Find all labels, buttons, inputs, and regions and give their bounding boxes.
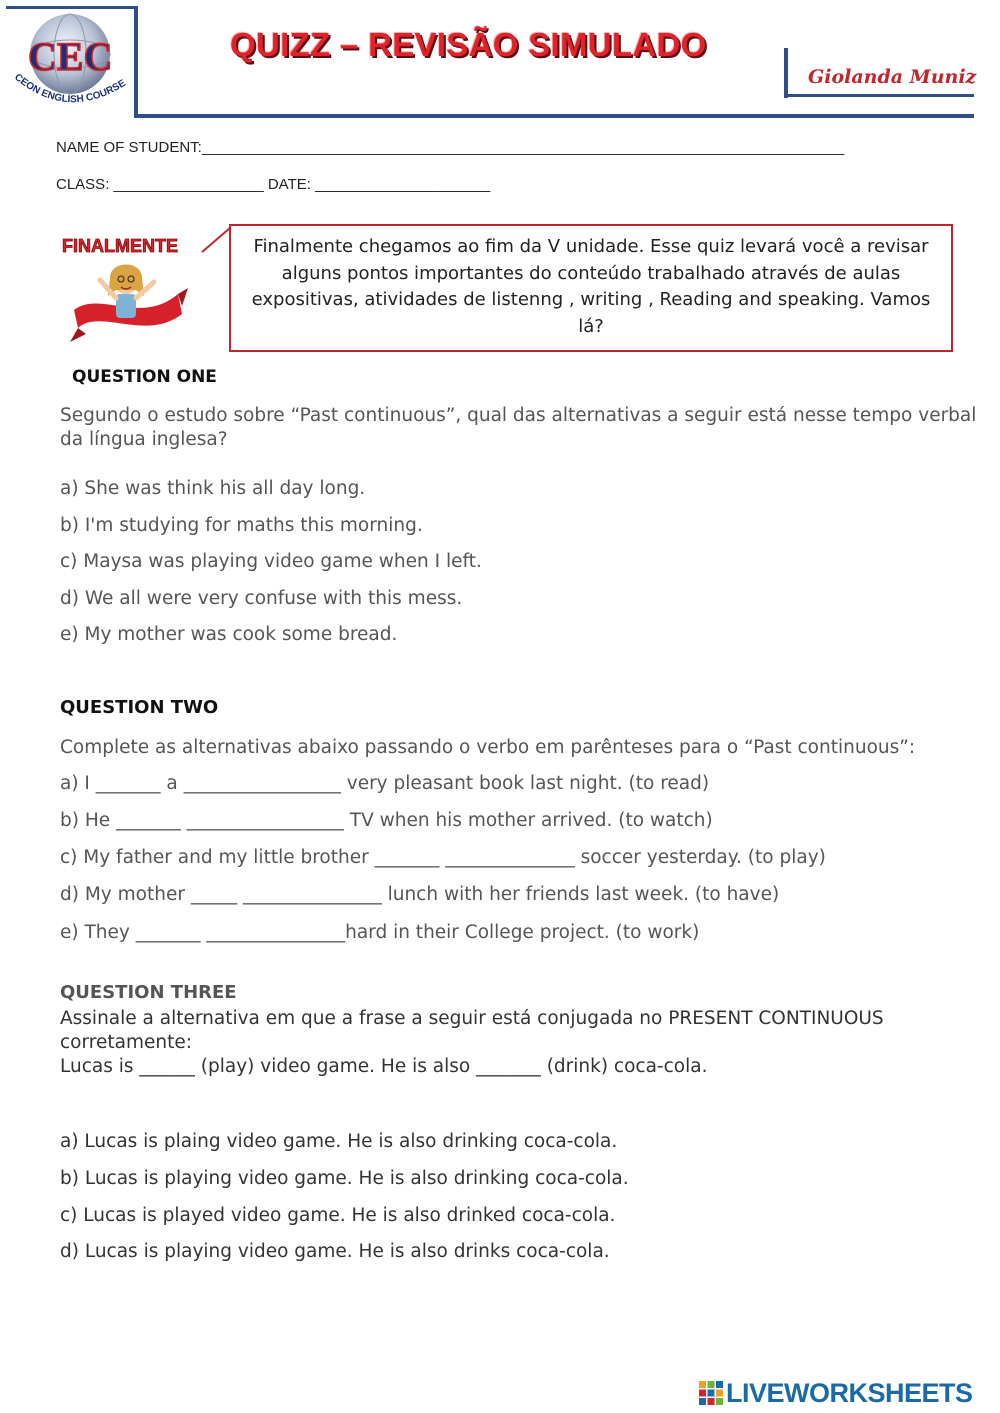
question-one-option-c[interactable]: c) Maysa was playing video game when I left. — [60, 551, 482, 572]
author-name: Giolanda Muniz — [808, 66, 977, 88]
question-two-item-a[interactable]: a) I _______ a _________________ very pleasant book last night. (to read) — [60, 773, 710, 794]
logo-initials: CEC — [28, 34, 113, 79]
question-two-heading: QUESTION TWO — [60, 697, 219, 718]
question-three-prompt: Assinale a alternativa em que a frase a seguir está conjugada no PRESENT CONTINUOUS corretamente: — [60, 1008, 884, 1053]
intro-message-box — [229, 224, 953, 352]
liveworksheets-brand-text: LIVEWORKSHEETS — [726, 1377, 973, 1408]
logo-text: CEON ENGLISH COURSE — [12, 71, 128, 106]
callout-pointer — [200, 224, 232, 254]
liveworksheets-icon — [698, 1380, 724, 1406]
author-frame-bottom — [784, 94, 974, 97]
intro-message: Finalmente chegamos ao fim da V unidade. Esse quiz levará você a revisar alguns pontos importantes do conteúdo trabalhado através de aulas expositivas, atividades de listenng , writing , Reading and speaking. Vamos lá? — [251, 236, 931, 337]
question-three-sentence: Lucas is ______ (play) video game. He is also _______ (drink) coca-cola. — [60, 1056, 708, 1077]
author-frame-left — [784, 48, 788, 98]
header-frame-top — [6, 6, 138, 9]
question-three-option-a[interactable]: a) Lucas is plaing video game. He is also drinking coca-cola. — [60, 1131, 618, 1152]
question-three-option-d[interactable]: d) Lucas is playing video game. He is also drinks coca-cola. — [60, 1241, 610, 1262]
question-three-option-c[interactable]: c) Lucas is played video game. He is also drinked coca-cola. — [60, 1205, 616, 1226]
class-date-field[interactable]: CLASS: __________________ DATE: _____________________ — [56, 176, 491, 193]
question-two-item-d[interactable]: d) My mother _____ _______________ lunch with her friends last week. (to have) — [60, 884, 780, 905]
liveworksheets-logo[interactable] — [698, 1377, 973, 1409]
school-logo — [6, 10, 130, 114]
finalmente-badge-text: FINALMENTE — [62, 236, 178, 256]
header-frame-divider — [134, 6, 138, 116]
question-one-prompt: Segundo o estudo sobre “Past continuous”, qual das alternativas a seguir está nesse tempo verbal da língua inglesa? — [60, 405, 977, 450]
question-one-option-a[interactable]: a) She was think his all day long. — [60, 478, 366, 499]
question-two-item-b[interactable]: b) He _______ _________________ TV when his mother arrived. (to watch) — [60, 810, 713, 831]
question-one-option-d[interactable]: d) We all were very confuse with this mess. — [60, 588, 463, 609]
question-one-heading: QUESTION ONE — [72, 367, 217, 387]
question-one-option-e[interactable]: e) My mother was cook some bread. — [60, 624, 398, 645]
question-two-item-e[interactable]: e) They _______ _______________hard in their College project. (to work) — [60, 922, 700, 943]
question-two-item-c[interactable]: c) My father and my little brother _______ ______________ soccer yesterday. (to play) — [60, 847, 826, 868]
header-frame-bottom — [134, 114, 974, 118]
student-name-field[interactable]: NAME OF STUDENT:_____________________________________________________________________________ — [56, 139, 845, 156]
page-title: QUIZZ – REVISÃO SIMULADO — [230, 26, 707, 63]
question-three-option-b[interactable]: b) Lucas is playing video game. He is also drinking coca-cola. — [60, 1168, 629, 1189]
question-one-option-b[interactable]: b) I'm studying for maths this morning. — [60, 515, 423, 536]
question-two-prompt: Complete as alternativas abaixo passando o verbo em parênteses para o “Past continuous”: — [60, 737, 916, 758]
question-three-heading: QUESTION THREE — [60, 982, 237, 1003]
finalmente-illustration — [60, 230, 190, 348]
